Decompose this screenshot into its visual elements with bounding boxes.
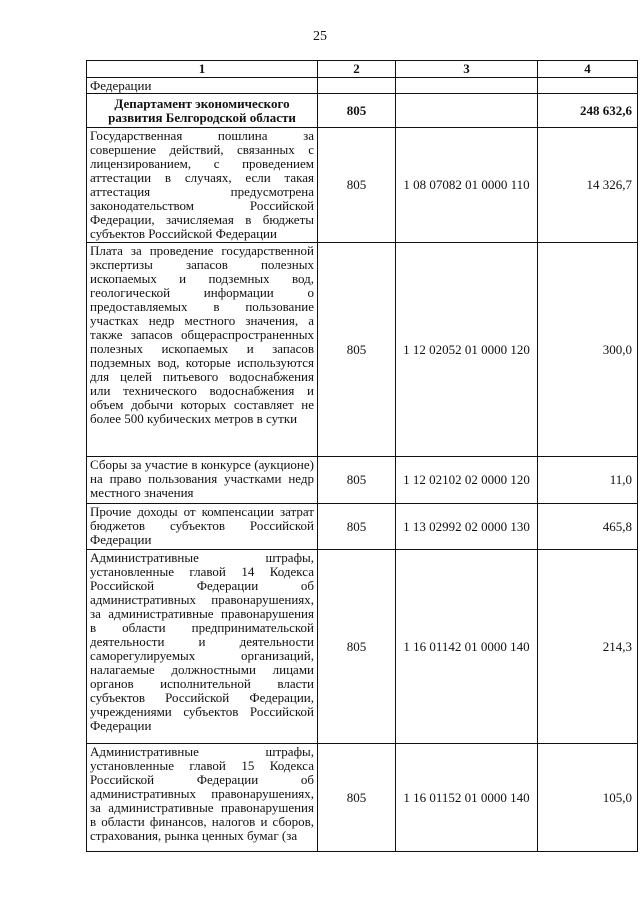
row-code: 805: [318, 243, 396, 457]
row-kbk: 1 13 02992 02 0000 130: [396, 504, 538, 550]
table-row: [87, 128, 638, 243]
table-row: [87, 457, 638, 504]
department-code: 805: [318, 94, 396, 128]
column-header: 2: [318, 61, 396, 78]
row-code: 805: [318, 504, 396, 550]
row-description: Сборы за участие в конкурсе (аукционе) на право пользования участками недр местного значения: [87, 457, 318, 504]
table-row: [87, 744, 638, 852]
department-name: Департамент экономического развития Белгородской области: [87, 94, 318, 128]
row-kbk: 1 16 01142 01 0000 140: [396, 550, 538, 744]
row-kbk: [396, 78, 538, 94]
row-description: Прочие доходы от компенсации затрат бюджетов субъектов Российской Федерации: [87, 504, 318, 550]
row-description: Административные штрафы, установленные главой 15 Кодекса Российской Федерации об административных правонарушениях, за административные правонарушения в области финансов, налогов и сборов, страхования, рынка ценных бумаг (за: [87, 744, 318, 852]
row-amount: 300,0: [538, 243, 638, 457]
row-description: Федерации: [87, 78, 318, 94]
column-header: 3: [396, 61, 538, 78]
row-code: 805: [318, 128, 396, 243]
table-row: [87, 78, 638, 94]
row-kbk: 1 12 02052 01 0000 120: [396, 243, 538, 457]
row-description: Плата за проведение государственной экспертизы запасов полезных ископаемых и подземных вод, геологической информации о предоставляемых в пользование участках недр местного значения, а также запасов общераспространенных полезных ископаемых и запасов подземных вод, которые используются для целей питьевого водоснабжения или технического водоснабжения и объем добычи которых составляет не более 500 кубических метров в сутки: [87, 243, 318, 457]
row-kbk: 1 08 07082 01 0000 110: [396, 128, 538, 243]
table-row: [87, 243, 638, 457]
revenue-table: [86, 60, 638, 852]
row-code: [318, 78, 396, 94]
table-row: [87, 504, 638, 550]
row-description: Административные штрафы, установленные главой 14 Кодекса Российской Федерации об административных правонарушениях, за административные правонарушения в области предпринимательской деятельности и деятельности саморегулируемых организаций, налагаемые должностными лицами органов исполнительной власти субъектов Российской Федерации, учреждениями субъектов Российской Федерации: [87, 550, 318, 744]
row-amount: 214,3: [538, 550, 638, 744]
row-code: 805: [318, 550, 396, 744]
row-code: 805: [318, 744, 396, 852]
department-row: [87, 94, 638, 128]
row-kbk: 1 12 02102 02 0000 120: [396, 457, 538, 504]
row-amount: 105,0: [538, 744, 638, 852]
row-kbk: 1 16 01152 01 0000 140: [396, 744, 538, 852]
row-amount: 11,0: [538, 457, 638, 504]
department-kbk: [396, 94, 538, 128]
department-total: 248 632,6: [538, 94, 638, 128]
page-number: 25: [313, 29, 327, 44]
row-amount: 14 326,7: [538, 128, 638, 243]
row-amount: [538, 78, 638, 94]
row-amount: 465,8: [538, 504, 638, 550]
column-header: 1: [87, 61, 318, 78]
column-header: 4: [538, 61, 638, 78]
table-header-row: [87, 61, 638, 78]
row-description: Государственная пошлина за совершение действий, связанных с лицензированием, с проведением аттестации в случаях, если такая аттестация предусмотрена законодательством Российской Федерации, зачисляемая в бюджеты субъектов Российской Федерации: [87, 128, 318, 243]
row-code: 805: [318, 457, 396, 504]
table-row: [87, 550, 638, 744]
